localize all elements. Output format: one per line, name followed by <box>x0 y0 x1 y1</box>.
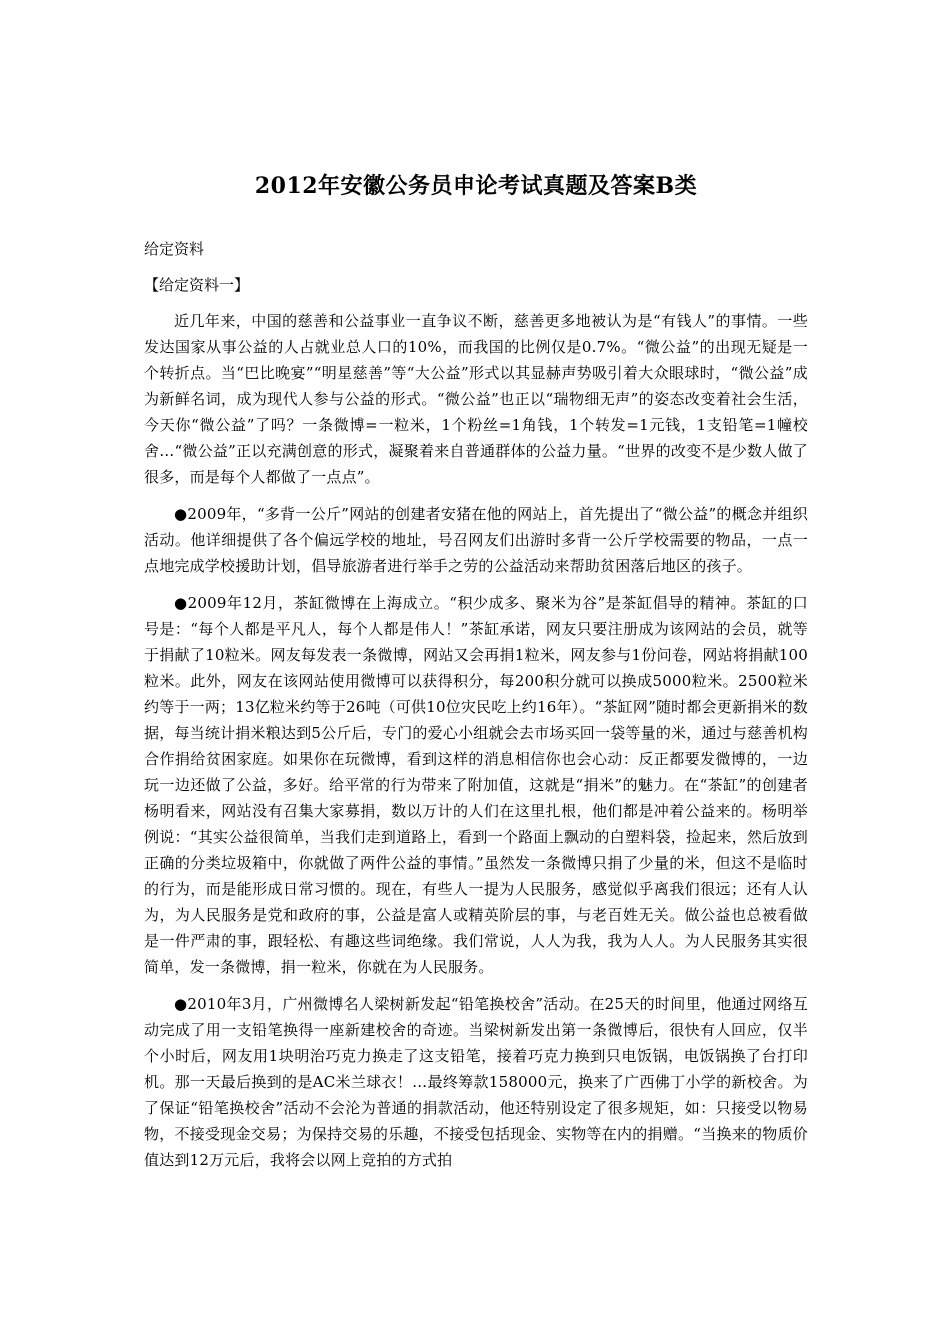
paragraph-duobei-yigongjin: ●2009年，“多背一公斤”网站的创建者安猪在他的网站上，首先提出了“微公益”的概念并组织活动。他详细提供了各个偏远学校的地址，号召网友们出游时多背一公斤学校需要的物品，一点一点地完成学校援助计划，倡导旅游者进行举手之劳的公益活动来帮助贫困落后地区的孩子。 <box>144 505 808 575</box>
paragraph-intro: 近几年来，中国的慈善和公益事业一直争议不断，慈善更多地被认为是“有钱人”的事情。一些发达国家从事公益的人占就业总人口的10%，而我国的比例仅是0.7%。“微公益”的出现无疑是一个转折点。当“巴比晚宴”“明星慈善”等“大公益”形式以其显赫声势吸引着大众眼球时，“微公益”成为新鲜名词，成为现代人参与公益的形式。“微公益”也正以“瑞物细无声”的姿态改变着社会生活，今天你“微公益”了吗？一条微博=一粒米，1个粉丝=1角钱，1个转发=1元钱，1支铅笔=1幢校舍…“微公益”正以充满创意的形式，凝聚着来自普通群体的公益力量。“世界的改变不是少数人做了很多，而是每个人都做了一点点”。 <box>144 312 808 486</box>
document-page <box>144 168 808 1184</box>
paragraph-pencil-for-school: ●2010年3月，广州微博名人梁树新发起“铅笔换校舍”活动。在25天的时间里，他通过网络互动完成了用一支铅笔换得一座新建校舍的奇迹。当梁树新发出第一条微博后，很快有人回应，仅半个小时后，网友用1块明治巧克力换走了这支铅笔，接着巧克力换到只电饭锅，电饭锅换了台打印机。那一天最后换到的是AC米兰球衣！…最终筹款158000元，换来了广西佛丁小学的新校舍。为了保证“铅笔换校舍”活动不会沦为普通的捐款活动，他还特别设定了很多规矩，如：只接受以物易物，不接受现金交易；为保持交易的乐趣，不接受包括现金、实物等在内的捐赠。“当换来的物质价值达到12万元后，我将会以网上竞拍的方式拍 <box>144 995 808 1169</box>
paragraph-chagang-weibo: ●2009年12月，茶缸微博在上海成立。“积少成多、聚米为谷”是茶缸倡导的精神。茶缸的口号是：“每个人都是平凡人，每个人都是伟人！”茶缸承诺，网友只要注册成为该网站的会员，就等于捐献了10粒米。网友每发表一条微博，网站又会再捐1粒米，网友参与1份问卷，网站将捐献100粒米。此外，网友在该网站使用微博可以获得积分，每200积分就可以换成5000粒米。2500粒米约等于一两；13亿粒米约等于26吨（可供10位灾民吃上约16年）。“茶缸网”随时都会更新捐米的数据，每当统计捐米粮达到5公斤后，专门的爱心小组就会去市场买回一袋等量的米，通过与慈善机构合作捐给贫困家庭。如果你在玩微博，看到这样的消息相信你也会心动：反正都要发微博的，一边玩一边还做了公益，多好。给平常的行为带来了附加值，这就是“捐米”的魅力。在“茶缸”的创建者杨明看来，网站没有召集大家募捐，数以万计的人们在这里扎根，他们都是冲着公益来的。杨明举例说：“其实公益很简单，当我们走到道路上，看到一个路面上飘动的白塑料袋，捡起来，然后放到正确的分类垃圾箱中，你就做了两件公益的事情。”虽然发一条微博只捐了少量的米，但这不是临时的行为，而是能形成日常习惯的。现在，有些人一提为人民服务，感觉似乎离我们很远；还有人认为，为人民服务是党和政府的事，公益是富人或精英阶层的事，与老百姓无关。做公益也总被看做是一件严肃的事，跟轻松、有趣这些词绝缘。我们常说，人人为我，我为人人。为人民服务其实很简单，发一条微博，捐一粒米，你就在为人民服务。 <box>144 594 808 976</box>
section-label: 给定资料 <box>144 240 205 258</box>
document-title: 2012年安徽公务员申论考试真题及答案B类 <box>254 173 698 199</box>
subsection-label: 【给定资料一】 <box>144 276 250 294</box>
